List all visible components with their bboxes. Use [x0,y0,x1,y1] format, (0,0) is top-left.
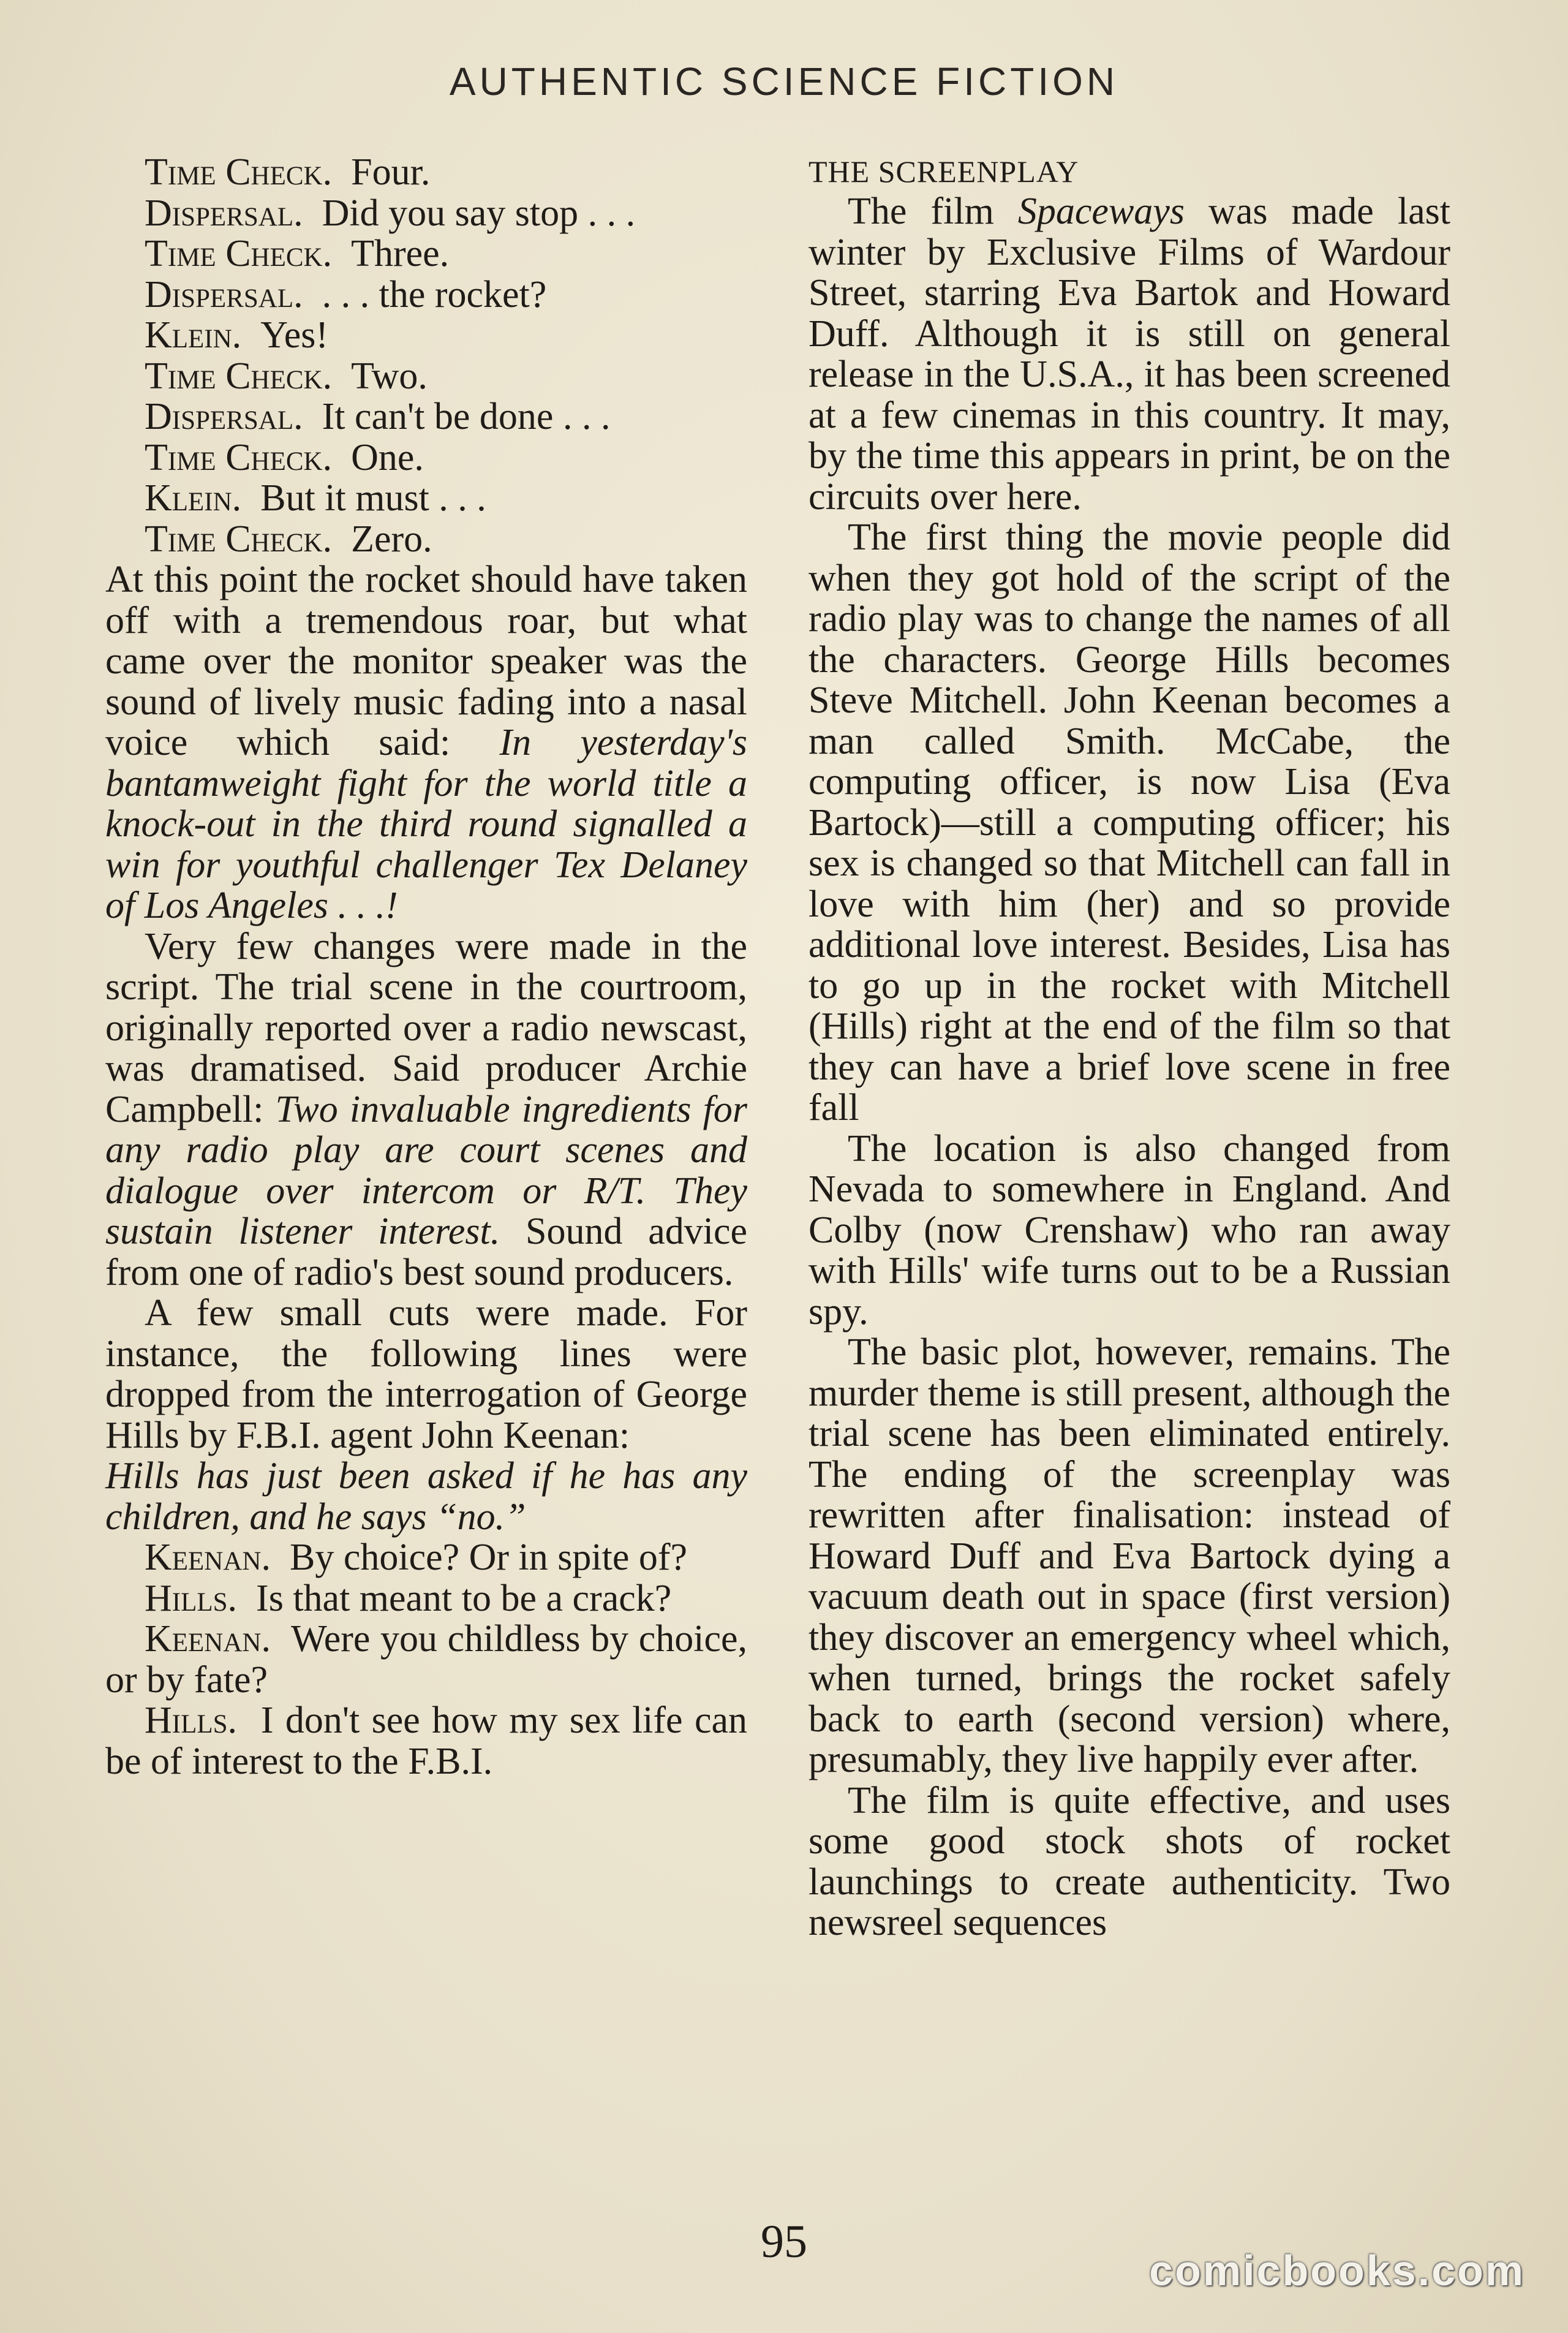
paragraph: The first thing the movie people did when they got hold of the script of the radio play was to change the names of all the characters. George Hills becomes Steve Mitchell. John Keenan becomes a man called Smith. McCabe, the computing officer, is now Lisa (Eva Bartock)—still a computing officer; his sex is changed so that Mitchell can fall in love with him (her) and so provide additional love interest. Besides, Lisa has to go up in the rocket with Mitchell (Hills) right at the end of the film so that they can have a brief love scene in free fall [809,516,1450,1129]
script-line [105,437,747,478]
speaker-name: Dispersal. [145,273,303,316]
speaker-name: Hills. [145,1577,238,1619]
script-line [105,478,747,519]
speaker-name: Hills. [145,1700,238,1741]
dialogue-line [105,1537,747,1578]
speech: Is that meant to be a crack? [256,1577,672,1619]
section-heading: THE SCREENPLAY [809,154,1079,189]
speech: Were you childless by choice, or by fate? [105,1618,747,1701]
speaker-name: Keenan. [145,1537,271,1578]
dialogue-line [105,1700,747,1782]
speaker-name: Klein. [145,477,242,519]
film-title: Spaceways [1017,191,1185,232]
speech: Four. [351,151,431,193]
dialogue-line [105,1619,747,1700]
script-line [105,356,747,397]
speech: Zero. [351,518,432,560]
speaker-name: Klein. [145,314,242,356]
right-column [809,152,1450,1943]
script-line [105,233,747,274]
left-column [105,152,747,1782]
script-line [105,315,747,356]
producer-quote: Two invaluable ingredients for any radio play are court scenes and dialogue over intercom or R/T. They sustain listener interest. [105,1088,747,1252]
dialogue-line [105,1578,747,1619]
speech: One. [351,436,424,478]
speaker-name: Keenan. [145,1618,271,1660]
stage-direction [105,1456,747,1537]
paragraph: The location is also changed from Nevada to somewhere in England. And Colby (now Crenshaw) who ran away with Hills' wife turns out to be a Russian spy. [809,1127,1450,1333]
speaker-name: Time Check. [145,233,333,274]
paragraph: The film is quite effective, and uses some good stock shots of rocket launchings to create authenticity. Two newsreel sequences [809,1779,1450,1943]
paragraph [105,926,747,1293]
page-number: 95 [761,2216,807,2267]
stage-direction-text: Hills has just been asked if he has any children, and he says [105,1455,747,1538]
speaker-name: Time Check. [145,355,333,397]
speaker-name: Time Check. [145,518,333,560]
paragraph-text: Sound advice from one of radio's best sound producers. [105,1211,747,1293]
speech: . . . the rocket? [322,273,547,316]
paragraph-text: At this point the rocket should have taken off with a tremendous roar, but what came over the monitor speaker was the sound of lively music fading into a nasal voice which said: [105,559,747,763]
script-line [105,152,747,193]
script-line [105,274,747,316]
speech: Yes! [260,314,329,356]
speech: Three. [351,233,450,274]
paragraph: A few small cuts were made. For instance, the following lines were dropped from the interrogation of George Hills by F.B.I. agent John Keenan: [105,1292,747,1456]
speech: Did you say stop . . . [322,192,636,234]
paragraph-text: The film [848,191,1018,232]
paragraph: The basic plot, however, remains. The murder theme is still present, although the trial scene has been eliminated entirely. The ending of the screenplay was rewritten after finalisation: instead of Howard Duff and Eva Bartock dying a vacuum death out in space (first version) they discover an emergency wheel which, when turned, brings the rocket safely back to earth (second version) where, presumably, they live happily ever after. [809,1331,1450,1780]
paragraph [105,559,747,926]
paragraph-text: Very few changes were made in the script. The trial scene in the courtroom, originally reported over a radio newscast, was dramatised. Said producer Archie Campbell: [105,925,747,1130]
script-line [105,396,747,437]
stage-direction-quote: “no.” [436,1495,526,1538]
speech: By choice? Or in spite of? [289,1537,688,1578]
quoted-broadcast: In yesterday's bantamweight fight for the world title a knock-out in the third round signalled a win for youthful challenger Tex Delaney of Los Angeles . . .! [105,722,747,926]
speaker-name: Time Check. [145,436,333,478]
speaker-name: Dispersal. [145,192,303,234]
script-line [105,519,747,560]
script-line [105,193,747,234]
paragraph [809,191,1450,517]
speaker-name: Time Check. [145,151,333,193]
speaker-name: Dispersal. [145,396,303,437]
watermark: comicbooks.com [1149,2247,1525,2294]
speech: It can't be done . . . [322,396,611,437]
speech: But it must . . . [260,477,486,519]
speech: Two. [351,355,428,397]
speech: I don't see how my sex life can be of interest to the F.B.I. [105,1700,747,1782]
running-head: AUTHENTIC SCIENCE FICTION [449,59,1119,104]
paragraph-text: was made last winter by Exclusive Films of Wardour Street, starring Eva Bartok and Howard Duff. Although it is still on general release in the U.S.A., it has been screened at a few cinemas in this country. It may, by the time this appears in print, be on the circuits over here. [809,191,1451,518]
